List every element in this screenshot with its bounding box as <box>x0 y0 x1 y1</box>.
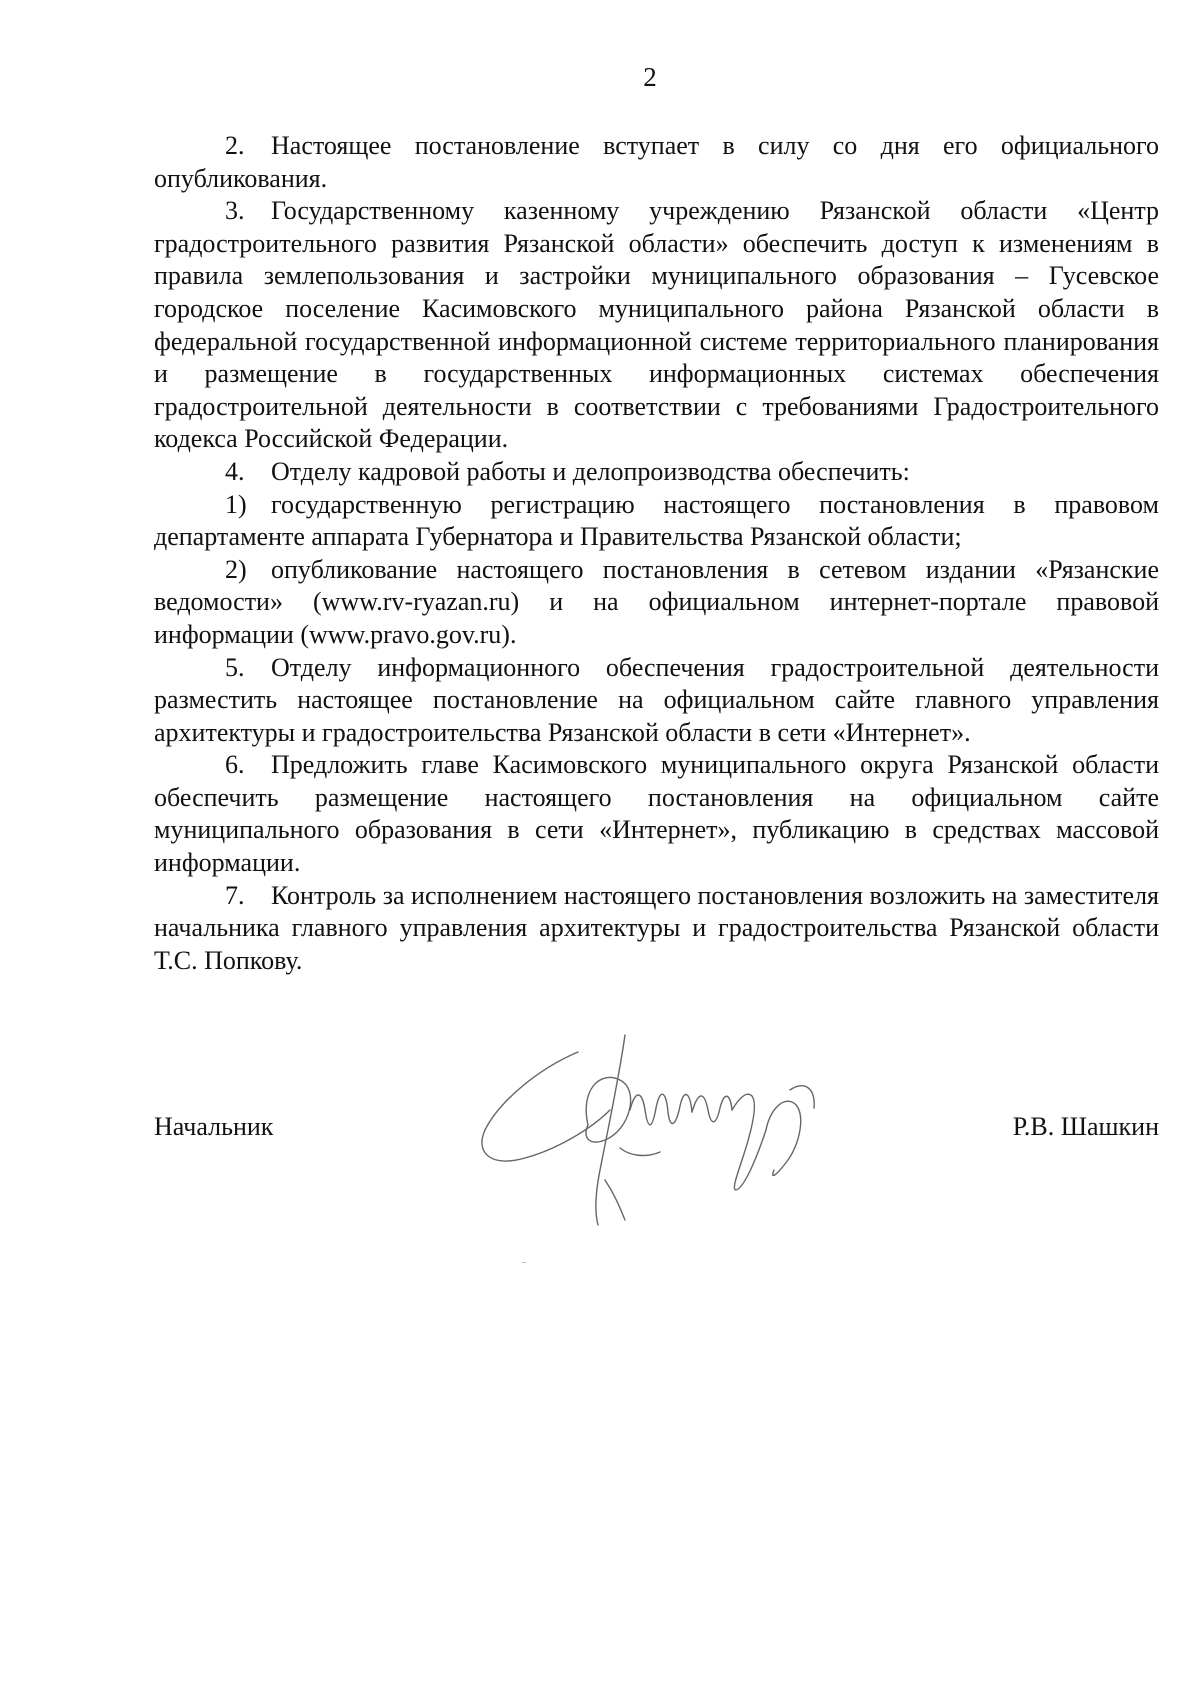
signatory-title: Начальник <box>154 1112 274 1141</box>
page-number: 2 <box>643 62 657 92</box>
paragraph-number: 4. <box>225 456 245 486</box>
paragraph-text: государственную регистрацию настоящего постановления в правовом департаменте аппарата Губернатора и Правительства Рязанской области; <box>154 489 1159 552</box>
paragraph-number: 5. <box>225 652 245 682</box>
paragraph-number: 3. <box>225 196 245 226</box>
paragraph-number: 2. <box>225 131 245 160</box>
paragraph-text: опубликование настоящего постановления в сетевом издании «Рязанские ведомости» (www.rv-ryazan.ru) и на официальном интернет-портале правовой информации (www.pravo.gov.ru). <box>154 554 1159 649</box>
paragraph-text: Отделу кадровой работы и делопроизводства обеспечить: <box>271 456 910 486</box>
paragraph-text: Предложить главе Касимовского муниципального округа Рязанской области обеспечить размещение настоящего постановления на официальном сайте муниципального образования в сети «Интернет», публикацию в средствах массовой информации. <box>154 750 1159 878</box>
subparagraph-1 <box>154 489 1159 554</box>
scan-artifact <box>522 1262 526 1263</box>
signatory-name: Р.В. Шашкин <box>1012 1112 1159 1141</box>
paragraph-6 <box>154 749 1159 879</box>
paragraph-2 <box>154 130 1159 195</box>
paragraph-text: Контроль за исполнением настоящего постановления возложить на заместителя начальника главного управления архитектуры и градостроительства Рязанской области Т.С. Попкову. <box>154 880 1159 975</box>
paragraph-text: Настоящее постановление вступает в силу со дня его официального опубликования. <box>154 131 1159 193</box>
paragraph-text: Отделу информационного обеспечения градостроительной деятельности разместить настоящее постановление на официальном сайте главного управления архитектуры и градостроительства Рязанской области в сети «Интернет». <box>154 652 1159 747</box>
paragraph-4 <box>154 456 1159 489</box>
handwritten-signature <box>470 1030 850 1230</box>
document-body <box>154 130 1159 977</box>
paragraph-number: 2) <box>225 554 247 584</box>
subparagraph-2 <box>154 554 1159 652</box>
paragraph-7 <box>154 880 1159 978</box>
paragraph-text: Государственному казенному учреждению Рязанской области «Центр градостроительного развития Рязанской области» обеспечить доступ к изменениям в правила землепользования и застройки муниципального образования – Гусевское городское поселение Касимовского муниципального района Рязанской области в федеральной государственной информационной системе территориального планирования и размещение в государственных информационных системах обеспечения градостроительной деятельности в соответствии с требованиями Градостроительного кодекса Российской Федерации. <box>154 196 1159 454</box>
paragraph-number: 1) <box>225 489 247 519</box>
paragraph-5 <box>154 652 1159 750</box>
paragraph-number: 6. <box>225 750 245 780</box>
paragraph-3 <box>154 195 1159 456</box>
paragraph-number: 7. <box>225 880 245 910</box>
